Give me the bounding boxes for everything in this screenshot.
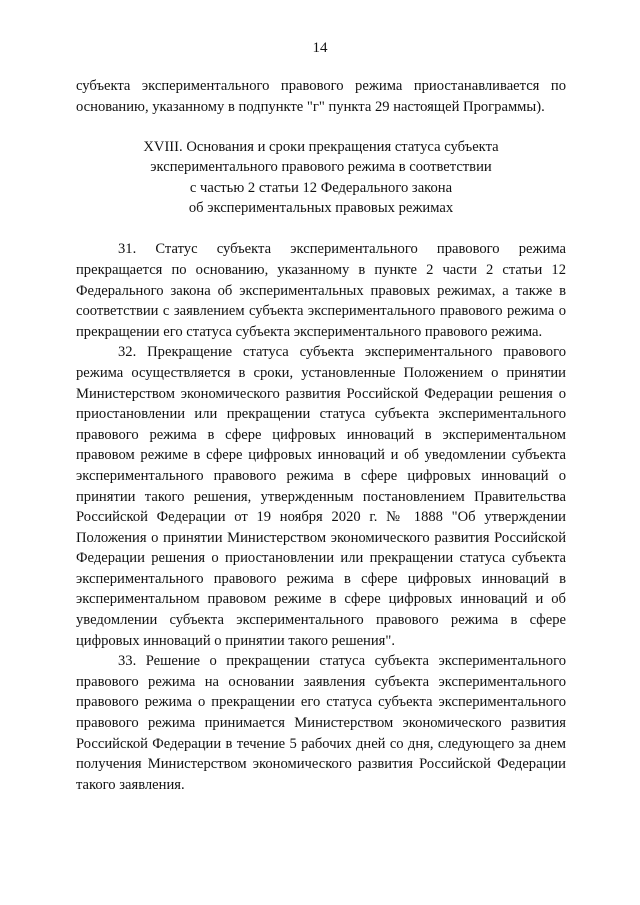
section-heading-line: с частью 2 статьи 12 Федерального закона — [189, 179, 453, 196]
section-heading-line: XVIII. Основания и сроки прекращения статуса субъекта — [143, 139, 499, 156]
paragraph-31: 31. Статус субъекта экспериментального правового режима прекращается по основанию, указанному в пункте 2 части 2 статьи 12 Федерального закона об экспериментальных правовых режимах, а также в соответствии с заявлением субъекта экспериментального правового режима о прекращении его статуса субъекта экспериментального правового режима. — [76, 241, 566, 340]
continuation-paragraph: субъекта экспериментального правового режима приостанавливается по основанию, указанному в подпункте "г" пункта 29 настоящей Программы). — [76, 78, 566, 115]
section-heading — [76, 137, 566, 218]
page-content — [76, 76, 566, 795]
section-heading-line: экспериментального правового режима в соответствии — [150, 159, 492, 176]
page-number: 14 — [312, 40, 328, 56]
paragraph-32: 32. Прекращение статуса субъекта экспериментального правового режима осуществляется в сроки, установленные Положением о принятии Министерством экономического развития Российской Федерации решения о приостановлении или прекращении статуса субъекта экспериментального правового режима в сфере цифровых инноваций в экспериментальном правовом режиме в сфере цифровых инноваций и об уведомлении субъекта экспериментального правового режима в сфере цифровых инноваций о принятии такого решения, утвержденным постановлением Правительства Российской Федерации от 19 ноября 2020 г. № 1888 "Об утверждении Положения о принятии Министерством экономического развития Российской Федерации решения о приостановлении или прекращении статуса субъекта экспериментального правового режима в сфере цифровых инноваций в экспериментальном правовом режиме в сфере цифровых инноваций и об уведомлении субъекта экспериментального правового режима в сфере цифровых инноваций о принятии такого решения". — [76, 344, 566, 649]
section-heading-line: об экспериментальных правовых режимах — [188, 200, 454, 217]
paragraph-33: 33. Решение о прекращении статуса субъекта экспериментального правового режима на основании заявления субъекта экспериментального правового режима о прекращении его статуса субъекта экспериментального правового режима принимается Министерством экономического развития Российской Федерации в течение 5 рабочих дней со дня, следующего за днем получения Министерством экономического развития Российской Федерации такого заявления. — [76, 653, 566, 793]
